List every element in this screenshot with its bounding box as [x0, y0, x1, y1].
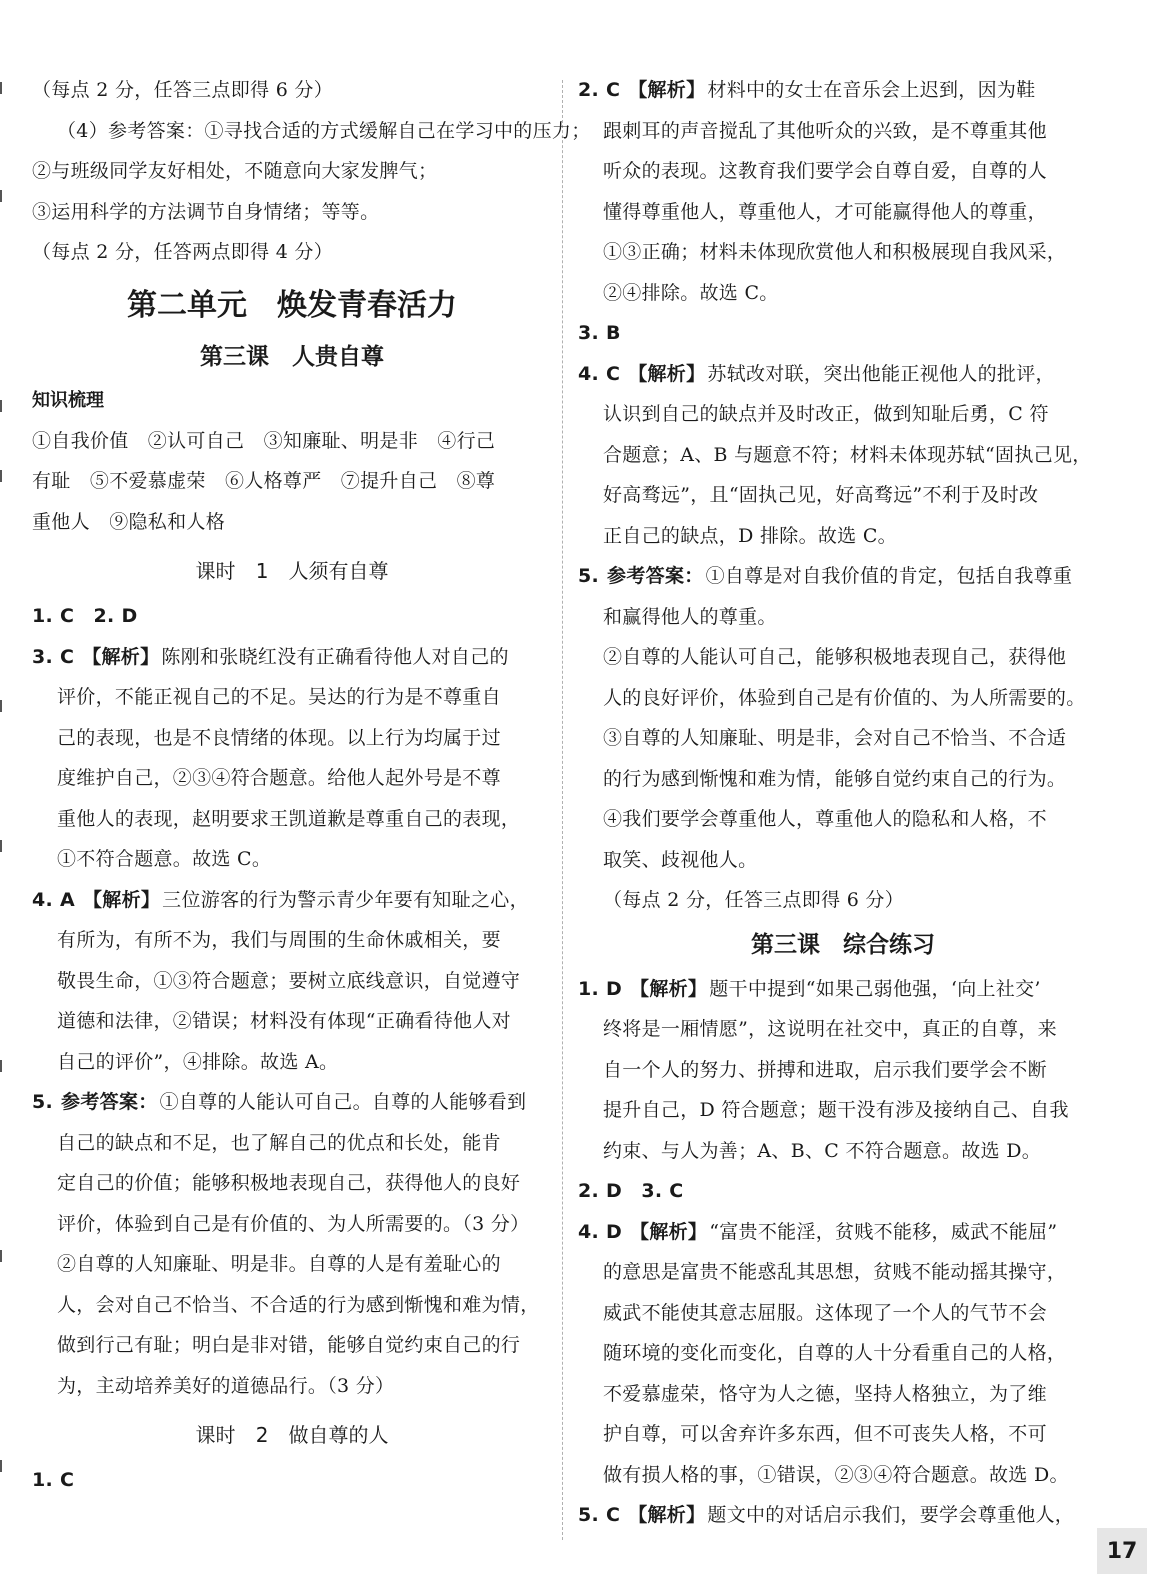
- text-line: 重他人 ⑨隐私和人格: [32, 510, 226, 533]
- answer-number: 1. C: [32, 1469, 75, 1491]
- right-column: [578, 70, 1108, 1536]
- answer-continuation: [578, 1293, 1108, 1334]
- answer-text: ①自尊的人能认可自己。自尊的人能够看到: [159, 1091, 527, 1113]
- answer-label: 【解析】: [82, 888, 161, 911]
- page-number: 17: [1097, 1528, 1147, 1574]
- answer-continuation: [32, 920, 552, 961]
- answer-continuation: [32, 1325, 552, 1366]
- answer-continuation: [578, 1050, 1108, 1091]
- answer-text: 题干中提到“如果己弱他强，‘向上社交’: [709, 977, 1041, 1000]
- lesson-title: 第三课 人贵自尊: [200, 343, 384, 370]
- answer-text: 不爱慕虚荣，恪守为人之德，坚持人格独立，为了维: [603, 1382, 1047, 1405]
- answer-text: 道德和法律，②错误；材料没有体现“正确看待他人对: [57, 1010, 511, 1032]
- answer-continuation: [32, 1123, 552, 1164]
- answer-text: 重他人的表现，赵明要求王凯道歉是尊重自己的表现，: [57, 807, 521, 830]
- knowledge-heading: 知识梳理: [32, 389, 104, 411]
- answer-continuation: [578, 678, 1108, 719]
- answer-text: 人的良好评价，体验到自己是有价值的、为人所需要的。: [603, 686, 1086, 709]
- answer-text: 定自己的价值；能够积极地表现自己，获得他人的良好: [57, 1172, 521, 1194]
- answer-continuation: [578, 880, 1108, 921]
- answer-label: 参考答案：: [607, 565, 704, 587]
- answer-text: ①③正确；材料未体现欣赏他人和积极展现自我风采，: [603, 241, 1067, 263]
- answer-text: 自己的评价”，④排除。故选 A。: [57, 1050, 339, 1073]
- answer-continuation: [578, 192, 1108, 233]
- answer-text: 懂得尊重他人，尊重他人，才可能赢得他人的尊重，: [603, 200, 1047, 223]
- answer-text: ③自尊的人知廉耻、明是非，会对自己不恰当、不合适: [603, 727, 1067, 749]
- answer-continuation: [578, 840, 1108, 881]
- answer-continuation: [578, 1131, 1108, 1172]
- answer-number: 4. A: [32, 888, 75, 911]
- answer-text: “富贵不能淫，贫贱不能移，威武不能屈”: [709, 1220, 1058, 1243]
- intro-answers: [32, 70, 591, 273]
- answer-continuation: [578, 1252, 1108, 1293]
- unit-title: 第二单元 焕发青春活力: [127, 287, 457, 323]
- answer-text: 自己的缺点和不足，也了解自己的优点和长处，能肯: [57, 1131, 501, 1154]
- answer-text: ②自尊的人知廉耻、明是非。自尊的人是有羞耻心的: [57, 1253, 501, 1275]
- answer-continuation: [578, 1374, 1108, 1415]
- answer-label: 【解析】: [82, 645, 160, 668]
- answer-number: 3. C: [32, 645, 75, 668]
- answer-continuation: [32, 1366, 552, 1407]
- answer-continuation: [578, 1090, 1108, 1131]
- answer-text: 的意思是富贵不能惑乱其思想，贫贱不能动摇其操守，: [603, 1261, 1067, 1283]
- answer-text: 取笑、歧视他人。: [603, 848, 758, 871]
- answer-text: 合题意；A、B 与题意不符；材料未体现苏轼“固执己见，: [603, 443, 1092, 466]
- answer-item: [578, 70, 1108, 111]
- text-line: （每点 2 分，任答三点即得 6 分）: [32, 79, 334, 101]
- answer-number: 5.: [578, 565, 600, 587]
- answer-number: 2. C: [578, 79, 621, 101]
- answer-continuation: [32, 718, 552, 759]
- text-line: （4）参考答案：①寻找合适的方式缓解自己在学习中的压力；: [57, 119, 591, 142]
- answer-text: 陈刚和张晓红没有正确看待他人对自己的: [161, 645, 509, 668]
- answer-text: 跟刺耳的声音搅乱了其他听众的兴致，是不尊重其他: [603, 119, 1047, 142]
- text-line: 有耻 ⑤不爱慕虚荣 ⑥人格尊严 ⑦提升自己 ⑧尊: [32, 470, 496, 492]
- answer-text: 己的表现，也是不良情绪的体现。以上行为均属于过: [57, 726, 501, 749]
- answer-text: 评价，体验到自己是有价值的、为人所需要的。（3 分）: [57, 1212, 530, 1235]
- answer-continuation: [578, 475, 1108, 516]
- answer-item: [578, 1212, 1108, 1253]
- answer-continuation: [578, 232, 1108, 273]
- answer-label: 【解析】: [628, 1504, 706, 1526]
- answer-continuation: [578, 516, 1108, 557]
- answer-text: 威武不能使其意志屈服。这体现了一个人的气节不会: [603, 1301, 1047, 1324]
- answer-item: [32, 880, 552, 921]
- answer-text: 正自己的缺点，D 排除。故选 C。: [603, 524, 897, 547]
- left-column: [32, 70, 591, 1501]
- answer-text: 为，主动培养美好的道德品行。（3 分）: [57, 1374, 395, 1397]
- answer-text: 有所为，有所不为，我们与周围的生命休戚相关，要: [57, 929, 501, 951]
- answer-continuation: [32, 677, 552, 718]
- answer-item: [578, 969, 1108, 1010]
- class1-answers: [32, 596, 552, 1406]
- answer-item: [578, 313, 1108, 354]
- exercise-answers: [578, 969, 1108, 1536]
- lesson-answers: [578, 70, 1108, 921]
- answer-label: 参考答案：: [61, 1091, 158, 1113]
- text-line: ①自我价值 ②认可自己 ③知廉耻、明是非 ④行己: [32, 429, 496, 452]
- answer-continuation: [578, 1333, 1108, 1374]
- answer-number: 5. C: [578, 1504, 621, 1526]
- answer-item: [578, 556, 1108, 597]
- answer-text: 苏轼改对联，突出他能正视他人的批评，: [707, 362, 1055, 385]
- answer-text: 题文中的对话启示我们，要学会尊重他人，: [707, 1504, 1075, 1526]
- answer-label: 【解析】: [630, 1220, 708, 1243]
- answer-text: ④我们要学会尊重他人，尊重他人的隐私和人格，不: [603, 808, 1047, 830]
- answer-text: 评价，不能正视自己的不足。吴达的行为是不尊重自: [57, 686, 501, 708]
- answer-label: 【解析】: [628, 79, 706, 101]
- answer-text: ①自尊是对自我价值的肯定，包括自我尊重: [705, 565, 1073, 587]
- text-line: ②与班级同学友好相处，不随意向大家发脾气；: [32, 160, 438, 182]
- answer-continuation: [32, 1285, 552, 1326]
- class1-title: 课时 1 人须有自尊: [195, 559, 389, 583]
- answer-item: [578, 354, 1108, 395]
- answer-continuation: [32, 1244, 552, 1285]
- answer-continuation: [32, 758, 552, 799]
- answer-text: 护自尊，可以舍弃许多东西，但不可丧失人格，不可: [603, 1423, 1047, 1445]
- answer-continuation: [578, 718, 1108, 759]
- answer-text: 做有损人格的事，①错误，②③④符合题意。故选 D。: [603, 1463, 1069, 1486]
- text-line: （每点 2 分，任答两点即得 4 分）: [32, 241, 334, 263]
- answer-text: 自一个人的努力、拼搏和进取，启示我们要学会不断: [603, 1058, 1047, 1081]
- answer-continuation: [578, 435, 1108, 476]
- answer-continuation: [578, 111, 1108, 152]
- answer-text: 人，会对自己不恰当、不合适的行为感到惭愧和难为情，: [57, 1293, 540, 1316]
- answer-continuation: [578, 1414, 1108, 1455]
- answer-number: 1. D: [578, 977, 623, 1000]
- answer-text: （每点 2 分，任答三点即得 6 分）: [603, 889, 905, 911]
- answer-number: 1. C 2. D: [32, 605, 138, 627]
- class2-title: 课时 2 做自尊的人: [195, 1423, 389, 1447]
- answer-number: 3. B: [578, 322, 621, 344]
- answer-item: [578, 1171, 1108, 1212]
- answer-text: 三位游客的行为警示青少年要有知耻之心，: [162, 888, 529, 911]
- answer-continuation: [32, 799, 552, 840]
- answer-continuation: [578, 151, 1108, 192]
- answer-label: 【解析】: [630, 977, 708, 1000]
- answer-number: 4. C: [578, 362, 621, 385]
- answer-continuation: [578, 273, 1108, 314]
- answer-number: 5.: [32, 1091, 54, 1113]
- answer-continuation: [578, 1455, 1108, 1496]
- answer-continuation: [578, 1009, 1108, 1050]
- answer-continuation: [32, 1163, 552, 1204]
- text-line: ③运用科学的方法调节自身情绪；等等。: [32, 200, 380, 223]
- answer-text: 提升自己，D 符合题意；题干没有涉及接纳自己、自我: [603, 1099, 1069, 1121]
- answer-continuation: [578, 597, 1108, 638]
- answer-continuation: [578, 394, 1108, 435]
- answer-continuation: [32, 839, 552, 880]
- answer-text: 材料中的女士在音乐会上迟到，因为鞋: [707, 79, 1036, 101]
- binding-edge-marks: [0, 0, 12, 1586]
- answer-number: 2. D 3. C: [578, 1180, 684, 1202]
- answer-text: 和赢得他人的尊重。: [603, 605, 777, 628]
- answer-text: 敬畏生命，①③符合题意；要树立底线意识，自觉遵守: [57, 969, 521, 992]
- answer-text: 认识到自己的缺点并及时改正，做到知耻后勇，C 符: [603, 403, 1049, 425]
- answer-text: ②自尊的人能认可自己，能够积极地表现自己，获得他: [603, 646, 1067, 668]
- answer-text: 听众的表现。这教育我们要学会自尊自爱，自尊的人: [603, 160, 1047, 182]
- answer-item: [32, 637, 552, 678]
- answer-text: 好高骛远”，且“固执己见，好高骛远”不利于及时改: [603, 484, 1039, 506]
- answer-number: 4. D: [578, 1220, 623, 1243]
- answer-text: 的行为感到惭愧和难为情，能够自觉约束自己的行为。: [603, 767, 1067, 790]
- answer-text: ②④排除。故选 C。: [603, 281, 779, 304]
- answer-text: ①不符合题意。故选 C。: [57, 848, 272, 870]
- exercise-title: 第三课 综合练习: [751, 931, 935, 958]
- answer-text: 终将是一厢情愿”，这说明在社交中，真正的自尊，来: [603, 1018, 1057, 1040]
- answer-item: [32, 596, 552, 637]
- answer-continuation: [32, 1204, 552, 1245]
- answer-label: 【解析】: [628, 362, 706, 385]
- answer-continuation: [32, 1042, 552, 1083]
- column-divider: [562, 80, 563, 1540]
- answer-text: 度维护自己，②③④符合题意。给他人起外号是不尊: [57, 767, 501, 789]
- knowledge-list: [32, 421, 552, 543]
- answer-continuation: [578, 637, 1108, 678]
- answer-continuation: [578, 799, 1108, 840]
- answer-item: [578, 1495, 1108, 1536]
- answer-continuation: [32, 961, 552, 1002]
- answer-text: 随环境的变化而变化，自尊的人十分看重自己的人格，: [603, 1342, 1067, 1364]
- answer-continuation: [32, 1001, 552, 1042]
- answer-continuation: [578, 759, 1108, 800]
- answer-text: 约束、与人为善；A、B、C 不符合题意。故选 D。: [603, 1139, 1042, 1162]
- answer-text: 做到行己有耻；明白是非对错，能够自觉约束自己的行: [57, 1334, 521, 1356]
- answer-item: [32, 1082, 552, 1123]
